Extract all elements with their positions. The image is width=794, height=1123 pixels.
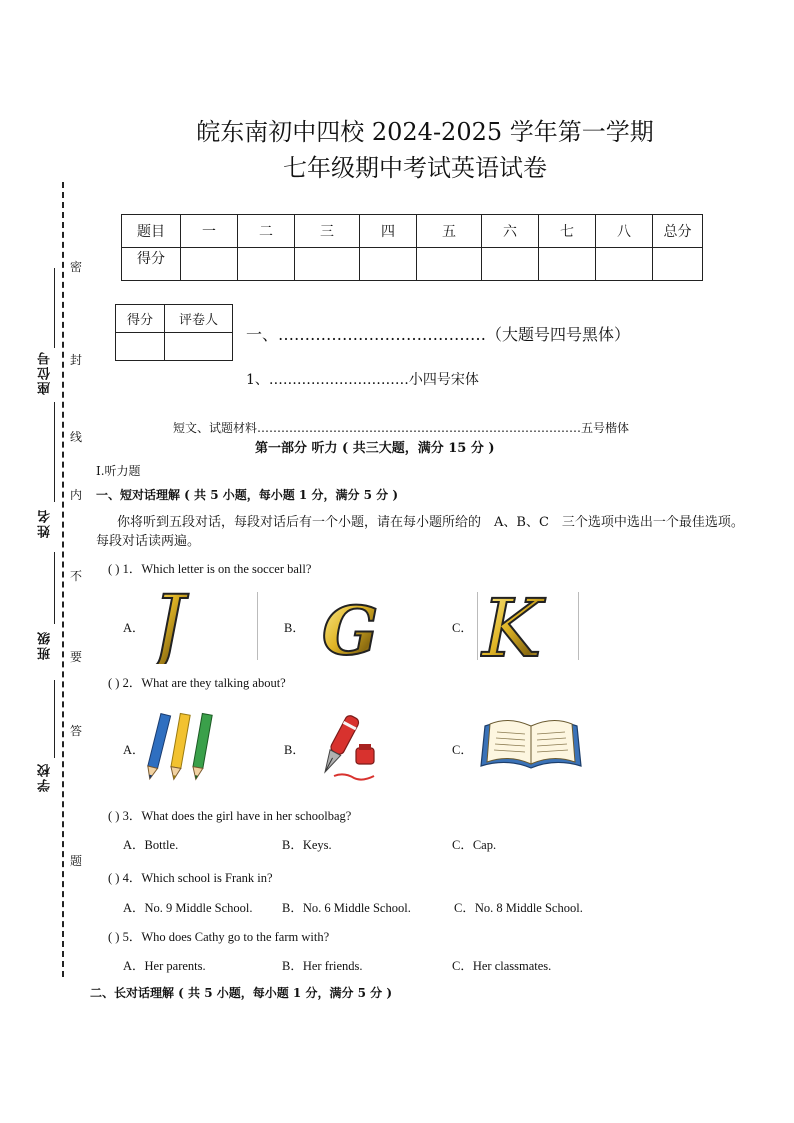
q5-option-c[interactable]: C．Her classmates. [452,959,552,973]
letter-k-icon [480,590,580,668]
option-separator [477,592,478,660]
letter-j-icon [148,588,244,668]
score-header-cell: 七 [539,215,596,248]
question-1 [108,559,311,577]
body-format-note: 短文、试题材料………………………………………………………………………五号楷体 [173,421,630,435]
svg-text:K: K [482,590,542,664]
seal-word-nei: 内 [70,488,83,502]
seal-word-da: 答 [70,724,83,738]
seal-word-bu: 不 [70,569,83,583]
score-table [121,214,703,281]
seal-word-xian: 线 [70,430,83,444]
option-separator [578,592,579,660]
colored-pencils-icon [144,710,218,788]
question-2 [108,673,286,691]
score-cell[interactable] [482,248,539,281]
answer-blank[interactable]: ( ) [108,930,120,944]
q4-option-c[interactable]: C．No. 8 Middle School. [454,901,583,915]
score-header-cell: 六 [482,215,539,248]
svg-text:J: J [152,588,185,664]
name-line[interactable] [54,402,55,502]
grader-score-header: 得分 [116,305,165,333]
seat-number-line[interactable] [54,268,55,348]
question-text: 4．Which school is Frank in? [122,871,273,885]
q4-option-b[interactable]: B．No. 6 Middle School. [282,901,411,915]
question-5 [108,927,329,945]
school-line[interactable] [54,680,55,758]
question-3 [108,806,351,824]
question-text: 1．Which letter is on the soccer ball? [122,562,312,576]
school-label: 学校 [38,762,53,792]
grader-score-cell[interactable] [116,333,165,361]
score-cell[interactable] [295,248,360,281]
score-header-cell: 题目 [122,215,181,248]
class-line[interactable] [54,552,55,624]
name-label: 姓名 [38,508,53,538]
score-row-label: 得分 [122,248,181,281]
grader-name-cell[interactable] [165,333,233,361]
subheading-format-note: 1、…………………………小四号宋体 [246,372,479,388]
binding-dashed-line [62,182,64,977]
score-header-cell: 八 [596,215,653,248]
score-header-cell: 一 [181,215,238,248]
letter-g-icon [320,598,396,666]
class-label: 班级 [38,630,53,660]
section-2-heading: 二、长对话理解 ( 共 5 小题，每小题 1 分，满分 5 分 ) [90,986,393,1000]
q1-option-c-label[interactable]: C． [452,621,473,635]
q5-option-b[interactable]: B．Her friends. [282,959,363,973]
answer-blank[interactable]: ( ) [108,809,120,823]
section-1-instruction: 你将听到五段对话，每段对话后有一个小题，请在每小题所给的 A、B、C 三个选项中选出一个最佳选项。每段对话读两遍。 [96,515,744,549]
score-cell[interactable] [653,248,703,281]
score-header-cell: 三 [295,215,360,248]
seat-number-label: 座位号 [38,350,53,395]
q5-option-a[interactable]: A．Her parents. [123,959,206,973]
part1-title: 第一部分 听力 ( 共三大题，满分 15 分 ) [255,441,495,456]
score-table-header-row [122,215,703,248]
open-book-icon [477,716,585,780]
section-1-heading: 一、短对话理解 ( 共 5 小题，每小题 1 分，满分 5 分 ) [96,488,399,502]
q1-option-b-label[interactable]: B． [284,621,305,635]
score-table-score-row [122,248,703,281]
fountain-pen-icon [314,712,380,788]
score-header-cell: 五 [417,215,482,248]
score-cell[interactable] [596,248,653,281]
q2-option-b-label[interactable]: B． [284,743,305,757]
question-4 [108,868,273,886]
score-cell[interactable] [417,248,482,281]
score-cell[interactable] [181,248,238,281]
grader-name-header: 评卷人 [165,305,233,333]
exam-title-line1: 皖东南初中四校 2024-2025 学年第一学期 [196,118,654,146]
answer-blank[interactable]: ( ) [108,676,120,690]
question-text: 2．What are they talking about? [122,676,286,690]
q2-option-c-label[interactable]: C． [452,743,473,757]
question-text: 3．What does the girl have in her schoolbag? [122,809,352,823]
score-header-cell: 四 [360,215,417,248]
seal-word-ti: 题 [70,854,83,868]
q1-option-a-label[interactable]: A． [123,621,145,635]
seal-word-feng: 封 [70,353,83,367]
svg-text:G: G [322,598,379,662]
heading-format-note: 一、…………………………………（大题号四号黑体） [246,325,631,344]
answer-blank[interactable]: ( ) [108,562,120,576]
grader-table [115,304,233,361]
score-cell[interactable] [539,248,596,281]
score-cell[interactable] [238,248,295,281]
answer-blank[interactable]: ( ) [108,871,120,885]
q3-option-c[interactable]: C．Cap. [452,838,497,852]
q3-option-b[interactable]: B．Keys. [282,838,332,852]
option-separator [257,592,258,660]
q4-option-a[interactable]: A．No. 9 Middle School. [123,901,253,915]
score-header-cell: 二 [238,215,295,248]
q2-option-a-label[interactable]: A． [123,743,145,757]
seal-word-mi: 密 [70,260,83,274]
seal-word-yao: 要 [70,650,83,664]
score-cell[interactable] [360,248,417,281]
q3-option-a[interactable]: A．Bottle. [123,838,179,852]
exam-title-line2: 七年级期中考试英语试卷 [283,154,547,182]
question-text: 5．Who does Cathy go to the farm with? [122,930,330,944]
section-I-label: I.听力题 [96,464,141,478]
score-header-cell: 总分 [653,215,703,248]
